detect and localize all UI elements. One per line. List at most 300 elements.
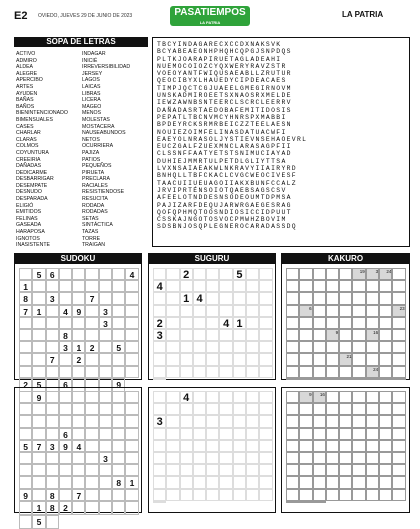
word-list-item: RESUCITA: [82, 196, 108, 203]
suguru-cell: [206, 292, 219, 304]
kakuro-cell: [313, 353, 326, 365]
suguru-cell: [193, 391, 206, 403]
suguru-cell: [153, 305, 166, 317]
suguru-cell: [166, 353, 179, 365]
suguru-cell: [246, 329, 259, 341]
suguru-cell: 3: [153, 329, 166, 341]
suguru-cell: [166, 305, 179, 317]
suguru-cell: [180, 280, 193, 292]
suguru-cell: [233, 403, 246, 415]
word-list-item: BAÑOS: [16, 103, 35, 110]
kakuro-cell: [313, 378, 326, 380]
kakuro-cell: [379, 452, 392, 464]
suguru-cell: [206, 366, 219, 378]
sudoku-cell: [85, 476, 98, 488]
kakuro-cell: [392, 415, 405, 427]
word-search-row: BNHQLLTBFCKACLCVGCWEOCIVESF: [157, 172, 297, 180]
suguru-cell: [219, 280, 232, 292]
word-list-item: ARTES: [16, 83, 34, 90]
sudoku-cell: [59, 391, 72, 403]
sudoku-cell: 8: [46, 501, 59, 515]
sudoku-cell: 8: [59, 329, 72, 341]
suguru-cell: [166, 489, 179, 501]
kakuro-cell: [299, 415, 312, 427]
suguru-cell: [206, 440, 219, 452]
suguru-cell: [166, 391, 179, 403]
suguru-cell: [233, 292, 246, 304]
suguru-cell: [166, 341, 179, 353]
kakuro-cell: 3: [366, 268, 379, 280]
sudoku-cell: [112, 305, 125, 317]
kakuro-cell: [392, 440, 405, 452]
kakuro-cell: [326, 391, 339, 403]
kakuro-cell: [379, 366, 392, 378]
sudoku-cell: [125, 280, 138, 292]
sudoku-cell: [99, 292, 112, 304]
sudoku-cell: 1: [125, 476, 138, 488]
suguru-cell: [166, 428, 179, 440]
sudoku-cell: [112, 440, 125, 452]
kakuro-cell: [352, 353, 365, 365]
word-list-item: MOLESTAS: [82, 116, 110, 123]
sudoku-cell: 2: [59, 501, 72, 515]
suguru-cell: [193, 341, 206, 353]
kakuro-cell: [299, 378, 312, 380]
kakuro-cell: [326, 341, 339, 353]
sudoku-cell: [125, 415, 138, 427]
kakuro-cell: [392, 476, 405, 488]
kakuro-cell: [286, 378, 299, 380]
sudoku-cell: [59, 366, 72, 378]
kakuro-cell: [326, 280, 339, 292]
kakuro-cell: [339, 403, 352, 415]
sudoku-cell: [72, 428, 85, 440]
sudoku-cell: [46, 452, 59, 464]
sudoku-cell: [72, 329, 85, 341]
word-list-item: MENOS: [82, 110, 102, 117]
suguru-cell: [193, 440, 206, 452]
suguru-cell: [153, 341, 166, 353]
sudoku-cell: [72, 476, 85, 488]
suguru-cell: [193, 403, 206, 415]
sudoku-cell: [72, 366, 85, 378]
word-list-item: GASEADA: [16, 222, 42, 229]
kakuro-cell: [326, 476, 339, 488]
suguru-cell: [180, 329, 193, 341]
sudoku-cell: [85, 403, 98, 415]
suguru-cell: [246, 280, 259, 292]
sudoku-cell: [59, 464, 72, 476]
sudoku-cell: [46, 305, 59, 317]
suguru-cell: [153, 366, 166, 378]
word-list-item: DESPARADA: [16, 196, 48, 203]
sudoku-cell: [99, 501, 112, 515]
kakuro-cell: [379, 353, 392, 365]
word-search-row: SDSBNJOSQPLEGNEROCARADASSDQ: [157, 223, 297, 231]
word-search-row: PLTKJOARAPIRUETAGLADEAHI: [157, 55, 282, 63]
suguru-cell: [233, 440, 246, 452]
word-list-item: CASES: [16, 123, 34, 130]
kakuro-cell: [339, 391, 352, 403]
sudoku-2: [14, 387, 142, 527]
word-list-item: TRAIGAN: [82, 242, 106, 249]
kakuro-cell: 16: [366, 329, 379, 341]
sudoku-cell: [112, 268, 125, 280]
suguru-cell: [259, 280, 272, 292]
sudoku-cell: [125, 501, 138, 515]
sudoku-cell: 3: [99, 317, 112, 329]
kakuro-cell: [352, 341, 365, 353]
kakuro-cell: [313, 476, 326, 488]
sudoku-cell: [85, 366, 98, 378]
kakuro-cell: [299, 341, 312, 353]
suguru-cell: [153, 353, 166, 365]
sudoku-cell: [32, 341, 45, 353]
suguru-cell: [166, 292, 179, 304]
kakuro-2: [281, 387, 410, 513]
sudoku-cell: [99, 341, 112, 353]
sudoku-cell: [85, 415, 98, 427]
sudoku-cell: [32, 317, 45, 329]
suguru-cell: [233, 329, 246, 341]
kakuro-cell: [352, 489, 365, 501]
suguru-cell: [219, 464, 232, 476]
suguru-cell: [259, 353, 272, 365]
kakuro-cell: [313, 403, 326, 415]
word-search-row: IEWZAWNBSNTEERCLSCRCLEERRV: [157, 99, 292, 107]
kakuro-cell: [379, 329, 392, 341]
word-search-row: EUCZGALFZUEXMNCLARASAGPFII: [157, 143, 292, 151]
kakuro-cell: [326, 366, 339, 378]
word-list-item: OCURRIERA: [82, 143, 114, 150]
suguru-title: SUGURU: [149, 254, 275, 264]
sudoku-cell: [85, 489, 98, 501]
kakuro-cell: [286, 329, 299, 341]
sudoku-1: [14, 253, 142, 390]
kakuro-cell: [339, 317, 352, 329]
suguru-cell: [166, 280, 179, 292]
word-search-row: TAACUIIUEUAGOIIAKXBUNFCCALZ: [157, 179, 297, 187]
kakuro-cell: [286, 280, 299, 292]
sudoku-cell: [99, 428, 112, 440]
word-list-item: ALDEA: [16, 64, 34, 71]
word-list-item: DESBARRIGAR: [16, 176, 54, 183]
sudoku-cell: [99, 415, 112, 427]
suguru-cell: 2: [153, 317, 166, 329]
sudoku-cell: [19, 428, 32, 440]
kakuro-cell: [299, 329, 312, 341]
sudoku-cell: [59, 268, 72, 280]
sudoku-cell: [59, 489, 72, 501]
sudoku-cell: [46, 341, 59, 353]
kakuro-cell: [366, 428, 379, 440]
sudoku-cell: 4: [72, 440, 85, 452]
kakuro-title: KAKURO: [282, 254, 409, 264]
sudoku-cell: [99, 403, 112, 415]
kakuro-cell: [326, 292, 339, 304]
sudoku-cell: [112, 353, 125, 365]
word-list-item: LIBRAS: [82, 90, 101, 97]
sudoku-cell: 8: [19, 292, 32, 304]
sudoku-cell: [125, 464, 138, 476]
kakuro-cell: [313, 317, 326, 329]
sudoku-cell: [112, 292, 125, 304]
word-list-item: LAICAS: [82, 83, 101, 90]
suguru-cell: [219, 353, 232, 365]
suguru-cell: [153, 292, 166, 304]
kakuro-cell: [339, 292, 352, 304]
sudoku-cell: [99, 353, 112, 365]
suguru-cell: [180, 464, 193, 476]
suguru-cell: [166, 476, 179, 488]
word-list-right: [82, 51, 148, 249]
word-list-item: CREEIRIA: [16, 156, 41, 163]
sudoku-cell: [125, 366, 138, 378]
word-list-item: LAGOS: [82, 77, 100, 84]
sudoku-cell: [112, 464, 125, 476]
word-search-row: CLSSNFFAATYETSTSNIMUCIAYAD: [157, 150, 292, 158]
kakuro-cell: [379, 489, 392, 501]
sudoku-cell: [85, 452, 98, 464]
sudoku-cell: [125, 440, 138, 452]
sudoku-cell: 3: [46, 440, 59, 452]
sudoku-cell: [85, 317, 98, 329]
word-list-item: COLMOS: [16, 143, 39, 150]
suguru-cell: [193, 329, 206, 341]
kakuro-cell: [286, 476, 299, 488]
sudoku-cell: 1: [32, 501, 45, 515]
kakuro-cell: [339, 415, 352, 427]
word-list-title: SOPA DE LETRAS: [14, 37, 148, 47]
sudoku-cell: [85, 440, 98, 452]
word-list-item: AYUDEN: [16, 90, 38, 97]
word-list-item: PRECLARA: [82, 176, 110, 183]
kakuro-cell: 9: [299, 391, 312, 403]
suguru-cell: 5: [233, 268, 246, 280]
word-search-row: TBCYINDAGARECXCCDXNAKSVK: [157, 41, 282, 48]
suguru-cell: [206, 452, 219, 464]
suguru-cell: [206, 280, 219, 292]
suguru-cell: [193, 305, 206, 317]
kakuro-cell: [339, 341, 352, 353]
suguru-cell: [153, 428, 166, 440]
sudoku-cell: [72, 280, 85, 292]
word-list-item: INASISTENTE: [16, 242, 51, 249]
kakuro-cell: [366, 476, 379, 488]
kakuro-cell: [326, 305, 339, 317]
kakuro-cell: [286, 415, 299, 427]
sudoku-cell: [59, 476, 72, 488]
sudoku-cell: [59, 403, 72, 415]
word-search-row: QOFQPHMQTOOSNDIOSICCIDPUUT: [157, 208, 292, 216]
sudoku-cell: 6: [59, 428, 72, 440]
kakuro-cell: [392, 489, 405, 501]
sudoku-cell: 7: [19, 305, 32, 317]
word-list-item: DEDICARME: [16, 169, 48, 176]
kakuro-cell: [366, 292, 379, 304]
kakuro-cell: [352, 317, 365, 329]
kakuro-cell: [286, 403, 299, 415]
suguru-cell: [246, 317, 259, 329]
suguru-cell: [206, 489, 219, 501]
suguru-cell: [219, 366, 232, 378]
suguru-cell: [246, 489, 259, 501]
sudoku-cell: [19, 476, 32, 488]
kakuro-cell: [379, 378, 392, 380]
word-search-row: UNSKADMIROEETSXNAOSRXMELDE: [157, 92, 292, 100]
suguru-cell: [206, 428, 219, 440]
kakuro-cell: 21: [339, 353, 352, 365]
sudoku-cell: 7: [85, 292, 98, 304]
kakuro-cell: [392, 341, 405, 353]
sudoku-cell: [46, 415, 59, 427]
suguru-cell: [193, 280, 206, 292]
sudoku-cell: [46, 329, 59, 341]
suguru-cell: 2: [180, 268, 193, 280]
suguru-cell: [246, 391, 259, 403]
suguru-cell: [259, 452, 272, 464]
kakuro-cell: [286, 292, 299, 304]
word-search-row: BCYABEAEONHPHQHCQPGJSNPDQS: [157, 48, 292, 56]
sudoku-cell: [19, 415, 32, 427]
kakuro-cell: [286, 501, 299, 503]
sudoku-cell: [112, 280, 125, 292]
word-list-item: PAJIZA: [82, 149, 100, 156]
kakuro-cell: [339, 366, 352, 378]
sudoku-cell: [125, 452, 138, 464]
sudoku-cell: 9: [59, 440, 72, 452]
suguru-cell: [219, 268, 232, 280]
kakuro-cell: [339, 452, 352, 464]
pasatiempos-logo: [170, 6, 250, 26]
kakuro-cell: [352, 280, 365, 292]
word-list-item: DESEMPATE: [16, 182, 48, 189]
kakuro-cell: [352, 476, 365, 488]
suguru-cell: [219, 428, 232, 440]
word-search-row: VOEOYANTFWIQUSAEABLLZRUTUR: [157, 70, 292, 78]
suguru-cell: [259, 341, 272, 353]
kakuro-cell: [379, 341, 392, 353]
sudoku-cell: [32, 452, 45, 464]
sudoku-cell: [46, 464, 59, 476]
kakuro-cell: [379, 440, 392, 452]
sudoku-cell: [46, 280, 59, 292]
kakuro-cell: [286, 268, 299, 280]
suguru-cell: [233, 353, 246, 365]
sudoku-cell: 9: [112, 378, 125, 392]
suguru-cell: 1: [180, 292, 193, 304]
kakuro-cell: [286, 317, 299, 329]
sudoku-cell: [32, 415, 45, 427]
kakuro-cell: [352, 366, 365, 378]
suguru-cell: [233, 476, 246, 488]
sudoku-cell: [125, 403, 138, 415]
suguru-1-grid: [153, 268, 273, 380]
suguru-cell: [246, 366, 259, 378]
suguru-cell: [246, 268, 259, 280]
kakuro-cell: [352, 292, 365, 304]
sudoku-cell: [19, 341, 32, 353]
suguru-cell: [246, 415, 259, 427]
kakuro-cell: 6: [299, 305, 312, 317]
sudoku-cell: [59, 292, 72, 304]
word-list-item: TAZAS: [82, 229, 99, 236]
suguru-cell: [180, 353, 193, 365]
word-list-item: IGNOTOS: [16, 235, 40, 242]
sudoku-cell: [32, 366, 45, 378]
word-list-item: NAUSEABUNDOS: [82, 130, 126, 137]
suguru-cell: [180, 341, 193, 353]
suguru-cell: [259, 292, 272, 304]
kakuro-cell: [313, 415, 326, 427]
word-list-item: DAÑADAS: [16, 163, 42, 170]
sudoku-cell: [46, 366, 59, 378]
word-list-item: RODADA: [82, 202, 105, 209]
kakuro-cell: [339, 305, 352, 317]
suguru-cell: [219, 476, 232, 488]
kakuro-cell: [299, 317, 312, 329]
sudoku-cell: [72, 403, 85, 415]
kakuro-cell: [366, 341, 379, 353]
kakuro-cell: [299, 476, 312, 488]
sudoku-cell: 8: [112, 476, 125, 488]
sudoku-cell: 2: [19, 378, 32, 392]
sudoku-cell: 6: [59, 378, 72, 392]
sudoku-cell: [32, 428, 45, 440]
sudoku-cell: [85, 268, 98, 280]
word-search-row: PAJIZARFDEQUJARWRGAEGESRAG: [157, 201, 292, 209]
suguru-cell: [166, 403, 179, 415]
suguru-cell: [193, 353, 206, 365]
word-list-item: BIENINTENCIONADO: [16, 110, 68, 117]
suguru-cell: [219, 440, 232, 452]
suguru-cell: [246, 353, 259, 365]
sudoku-cell: [99, 440, 112, 452]
suguru-cell: [259, 464, 272, 476]
kakuro-cell: [379, 476, 392, 488]
suguru-cell: [219, 415, 232, 427]
sudoku-cell: [32, 476, 45, 488]
sudoku-cell: [59, 317, 72, 329]
page-header: [0, 0, 420, 30]
sudoku-cell: [46, 403, 59, 415]
word-list-item: SETAS: [82, 215, 99, 222]
sudoku-cell: [85, 464, 98, 476]
kakuro-cell: [352, 415, 365, 427]
suguru-cell: [246, 452, 259, 464]
sudoku-cell: [85, 280, 98, 292]
sudoku-cell: 2: [72, 353, 85, 365]
suguru-cell: [259, 366, 272, 378]
suguru-cell: [166, 440, 179, 452]
suguru-cell: [166, 268, 179, 280]
sudoku-cell: 3: [99, 452, 112, 464]
sudoku-cell: [99, 391, 112, 403]
kakuro-cell: [379, 305, 392, 317]
sudoku-cell: [32, 353, 45, 365]
kakuro-cell: [286, 391, 299, 403]
sudoku-cell: 1: [32, 305, 45, 317]
word-search-row: EAEYOLNRASOLJYSTIEVNSEHAOEVRL: [157, 135, 308, 143]
kakuro-cell: [313, 341, 326, 353]
word-list-item: IRREVERSIBILIDAD: [82, 64, 131, 71]
suguru-cell: [193, 366, 206, 378]
suguru-cell: [233, 391, 246, 403]
kakuro-cell: [299, 440, 312, 452]
sudoku-cell: [19, 353, 32, 365]
suguru-cell: [153, 378, 166, 380]
word-list-item: PIRUETA: [82, 169, 105, 176]
